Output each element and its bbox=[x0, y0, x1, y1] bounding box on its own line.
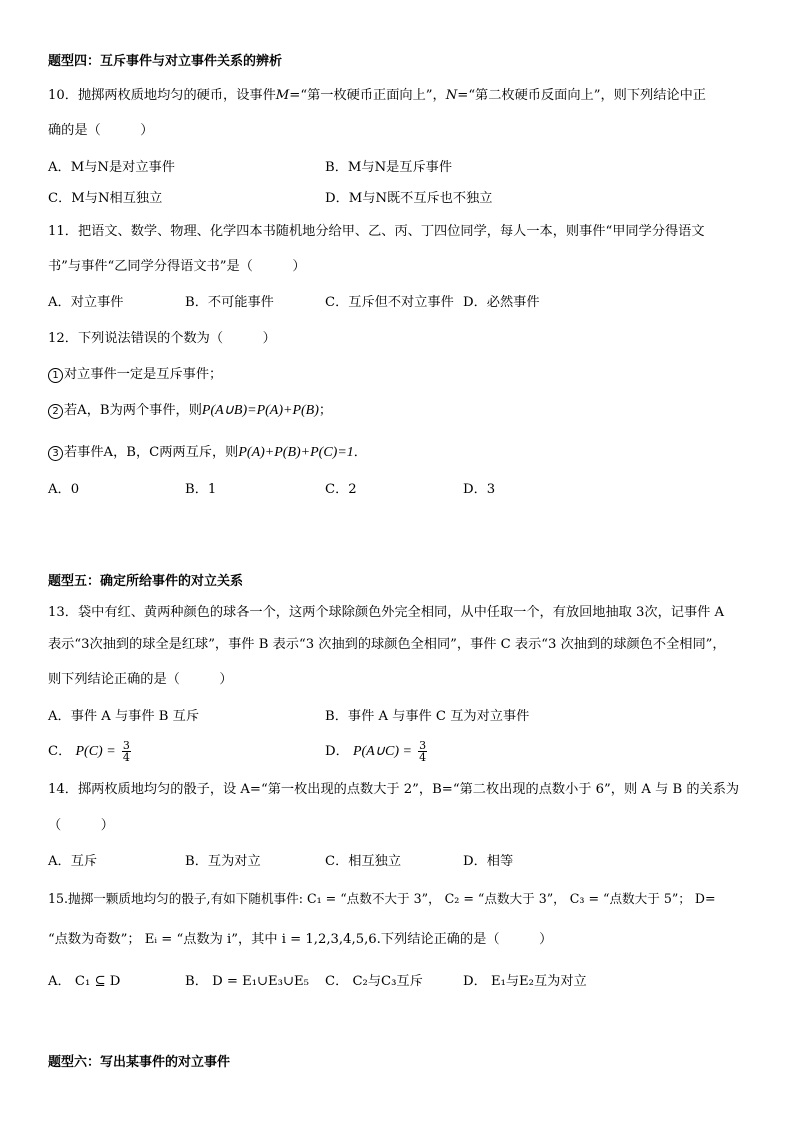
q10-var-m: M bbox=[275, 88, 290, 103]
q10-text-a: 10．抛掷两枚质地均匀的硬币，设事件 bbox=[48, 88, 276, 103]
q11-stem-line1: 11．把语文、数学、物理、化学四本书随机地分给甲、乙、丙、丁四位同学，每人一本，则事件“甲同学分得语文 bbox=[48, 224, 705, 239]
q15-option-b: B． D = E₁∪E₃∪E₅ bbox=[185, 974, 309, 989]
q12-stem: 12．下列说法错误的个数为（ ） bbox=[48, 331, 276, 346]
section-title-4: 题型四：互斥事件与对立事件关系的辨析 bbox=[48, 54, 283, 69]
q12-s3-formula: P(A)+P(B)+P(C)=1 bbox=[238, 445, 354, 460]
q15-option-c: C． C₂与C₃互斥 bbox=[325, 974, 423, 989]
q15-stem-line1: 15.抛掷一颗质地均匀的骰子,有如下随机事件: C₁ = “点数不大于 3”， C₂ = “点数大于 3”， C₃ = “点数大于 5”； D= bbox=[48, 891, 716, 906]
q15-stem-line2: “点数为奇数”； Eᵢ = “点数为 i”，其中 i = 1,2,3,4,5,6.下列结论正确的是（ ） bbox=[48, 932, 553, 947]
q13-c-fraction bbox=[122, 740, 131, 763]
q13-c-denominator: 4 bbox=[122, 751, 130, 764]
q13-c-label: C． bbox=[48, 744, 72, 759]
q13-option-c bbox=[48, 735, 133, 769]
q12-s2-text: 若A，B为两个事件，则 bbox=[64, 403, 202, 418]
q12-s2-formula: P(A∪B)=P(A)+P(B) bbox=[201, 403, 319, 418]
q11-option-b: B．不可能事件 bbox=[185, 295, 274, 310]
q13-option-a: A．事件 A 与事件 B 互斥 bbox=[48, 709, 200, 724]
q12-s2-end: ； bbox=[318, 403, 333, 418]
q12-option-a: A．0 bbox=[48, 482, 80, 497]
q14-option-c: C．相互独立 bbox=[325, 854, 402, 869]
q15-option-d: D． E₁与E₂互为对立 bbox=[463, 974, 587, 989]
q13-d-numerator: 3 bbox=[419, 739, 427, 752]
q13-option-b: B．事件 A 与事件 C 互为对立事件 bbox=[325, 709, 530, 724]
q13-d-label: D． bbox=[325, 744, 349, 759]
q10-option-a: A．M与N是对立事件 bbox=[48, 160, 175, 175]
q14-stem-line2: （ ） bbox=[48, 818, 114, 833]
q14-stem-line1: 14．掷两枚质地均匀的骰子，设 A=“第一枚出现的点数大于 2”，B=“第二枚出现的点数小于 6”，则 A 与 B 的关系为 bbox=[48, 782, 740, 797]
q14-option-a: A．互斥 bbox=[48, 854, 98, 869]
circled-number-2: 2 bbox=[48, 404, 63, 419]
section-title-6: 题型六：写出某事件的对立事件 bbox=[48, 1055, 231, 1070]
q11-option-c: C．互斥但不对立事件 bbox=[325, 295, 454, 310]
q10-option-b: B．M与N是互斥事件 bbox=[325, 160, 453, 175]
q13-d-formula: P(A∪C) = bbox=[352, 744, 412, 759]
circled-number-1: 1 bbox=[48, 368, 63, 383]
q12-s3-end: ． bbox=[353, 445, 367, 460]
q10-stem-line2: 确的是（ ） bbox=[48, 123, 154, 138]
q12-option-c: C．2 bbox=[325, 482, 357, 497]
q10-var-n: N bbox=[445, 88, 458, 103]
circled-number-3: 3 bbox=[48, 446, 63, 461]
q13-stem-line2: 表示“3次抽到的球全是红球”，事件 B 表示“3 次抽到的球颜色全相同”，事件 C 表示“3 次抽到的球颜色不全相同”， bbox=[48, 637, 726, 652]
q10-stem-line1 bbox=[48, 87, 706, 105]
q12-statement-1 bbox=[48, 366, 222, 384]
q13-c-formula: P(C) = bbox=[75, 744, 116, 759]
q12-s1-text: 对立事件一定是互斥事件； bbox=[64, 367, 223, 382]
q10-text-c: =“第二枚硬币反面向上”，则下列结论中正 bbox=[457, 88, 706, 103]
q15-option-a: A． C₁ ⊆ D bbox=[48, 974, 121, 989]
q11-option-a: A．对立事件 bbox=[48, 295, 124, 310]
q13-option-d bbox=[325, 735, 429, 769]
q12-statement-3 bbox=[48, 444, 367, 462]
q10-option-c: C．M与N相互独立 bbox=[48, 191, 163, 206]
q13-c-numerator: 3 bbox=[122, 739, 130, 752]
q12-s3-text: 若事件A，B，C两两互斥，则 bbox=[64, 445, 239, 460]
q13-stem-line3: 则下列结论正确的是（ ） bbox=[48, 672, 233, 687]
q10-option-d: D．M与N既不互斥也不独立 bbox=[325, 191, 493, 206]
q14-option-d: D．相等 bbox=[463, 854, 514, 869]
q12-option-d: D．3 bbox=[463, 482, 496, 497]
q12-option-b: B．1 bbox=[185, 482, 217, 497]
q10-text-b: =“第一枚硬币正面向上”， bbox=[289, 88, 446, 103]
q13-d-denominator: 4 bbox=[419, 751, 427, 764]
q12-statement-2 bbox=[48, 402, 332, 420]
section-title-5: 题型五：确定所给事件的对立关系 bbox=[48, 574, 244, 589]
q11-stem-line2: 书”与事件“乙同学分得语文书”是（ ） bbox=[48, 259, 306, 274]
q14-option-b: B．互为对立 bbox=[185, 854, 261, 869]
q13-d-fraction bbox=[418, 740, 427, 763]
q11-option-d: D．必然事件 bbox=[463, 295, 540, 310]
q13-stem-line1: 13．袋中有红、黄两种颜色的球各一个，这两个球除颜色外完全相同，从中任取一个，有放回地抽取 3次，记事件 A bbox=[48, 605, 725, 620]
